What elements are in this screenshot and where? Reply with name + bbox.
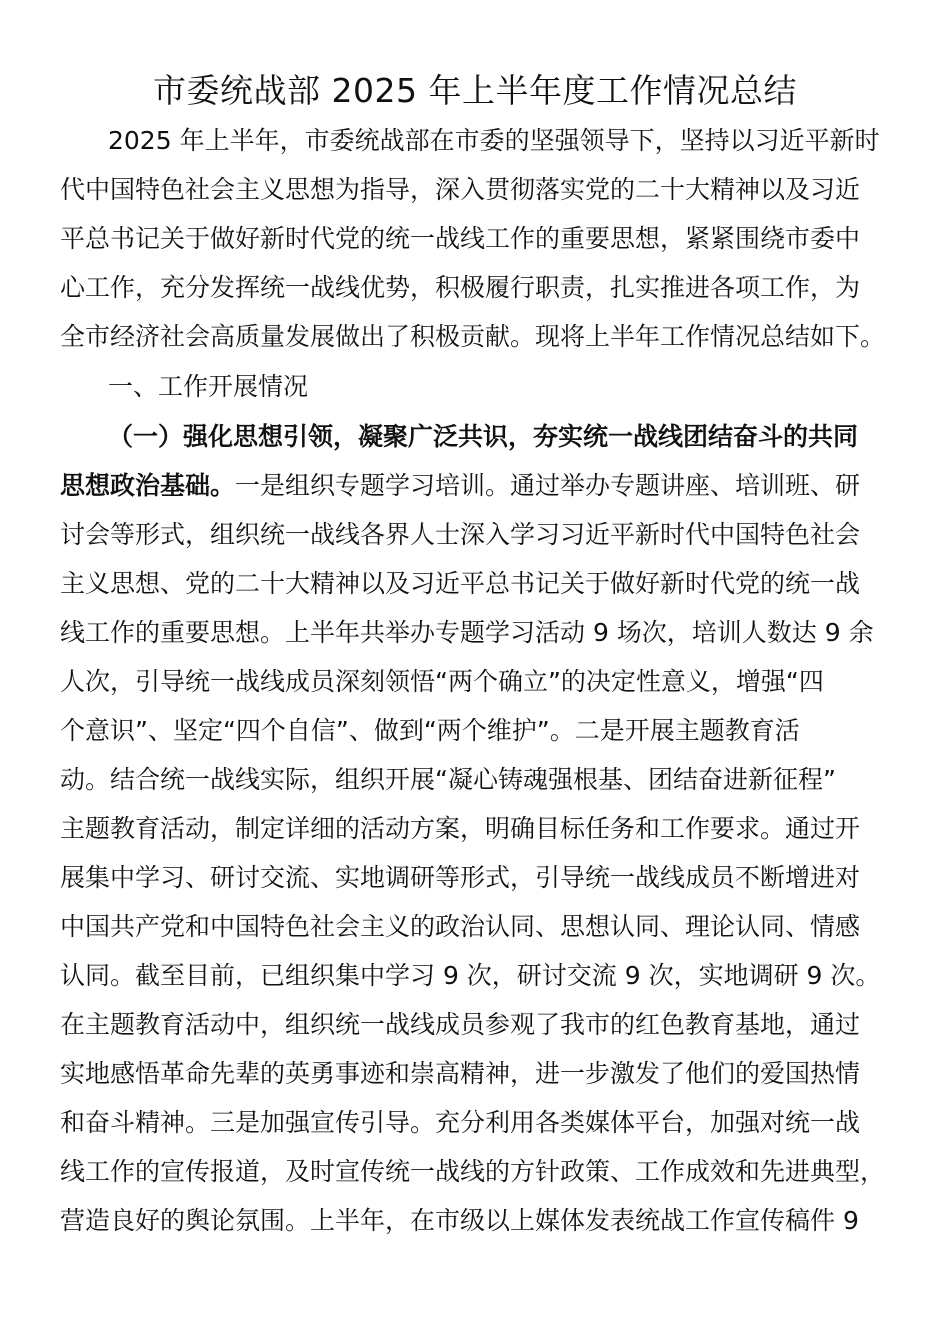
body-line-9: 展集中学习、研讨交流、实地调研等形式，引导统一战线成员不断增进对	[60, 863, 861, 892]
body-line-2: 讨会等形式，组织统一战线各界人士深入学习习近平新时代中国特色社会	[60, 520, 861, 549]
paragraph-1-line-5: 全市经济社会高质量发展做出了积极贡献。现将上半年工作情况总结如下。	[60, 322, 886, 351]
section-heading: 一、工作开展情况	[108, 372, 309, 401]
body-line-3: 主义思想、党的二十大精神以及习近平总书记关于做好新时代党的统一战	[60, 569, 861, 598]
subsection-heading-line-1: （一）强化思想引领，凝聚广泛共识，夯实统一战线团结奋斗的共同	[108, 422, 859, 451]
paragraph-1-line-2: 代中国特色社会主义思想为指导，深入贯彻落实党的二十大精神以及习近	[60, 175, 861, 204]
body-line-4: 线工作的重要思想。上半年共举办专题学习活动 9 场次，培训人数达 9 余	[60, 618, 874, 647]
body-line-8: 主题教育活动，制定详细的活动方案，明确目标任务和工作要求。通过开	[60, 814, 861, 843]
body-line-13: 实地感悟革命先辈的英勇事迹和崇高精神，进一步激发了他们的爱国热情	[60, 1059, 861, 1088]
body-line-12: 在主题教育活动中，组织统一战线成员参观了我市的红色教育基地，通过	[60, 1010, 861, 1039]
body-line-14: 和奋斗精神。三是加强宣传引导。充分利用各类媒体平台，加强对统一战	[60, 1108, 861, 1137]
paragraph-1-line-4: 心工作，充分发挥统一战线优势，积极履行职责，扎实推进各项工作，为	[60, 273, 861, 302]
body-line-11: 认同。截至目前，已组织集中学习 9 次，研讨交流 9 次，实地调研 9 次。	[60, 961, 881, 990]
body-line-5: 人次，引导统一战线成员深刻领悟“两个确立”的决定性意义，增强“四	[60, 667, 824, 696]
subsection-heading-and-body-line	[60, 469, 860, 503]
body-line-6: 个意识”、坚定“四个自信”、做到“两个维护”。二是开展主题教育活	[60, 716, 800, 745]
document-title: 市委统战部 2025 年上半年度工作情况总结	[153, 71, 797, 110]
subsection-heading-line-2: 思想政治基础。	[60, 471, 236, 500]
body-line-16: 营造良好的舆论氛围。上半年，在市级以上媒体发表统战工作宣传稿件 9	[60, 1206, 859, 1235]
body-line-7: 动。结合统一战线实际，组织开展“凝心铸魂强根基、团结奋进新征程”	[60, 765, 836, 794]
body-line-1-start: 一是组织专题学习培训。通过举办专题讲座、培训班、研	[235, 471, 861, 500]
body-line-15: 线工作的宣传报道，及时宣传统一战线的方针政策、工作成效和先进典型，	[60, 1157, 886, 1186]
paragraph-1-line-1: 2025 年上半年，市委统战部在市委的坚强领导下，坚持以习近平新时	[108, 126, 880, 155]
body-line-10: 中国共产党和中国特色社会主义的政治认同、思想认同、理论认同、情感	[60, 912, 861, 941]
paragraph-1-line-3: 平总书记关于做好新时代党的统一战线工作的重要思想，紧紧围绕市委中	[60, 224, 861, 253]
